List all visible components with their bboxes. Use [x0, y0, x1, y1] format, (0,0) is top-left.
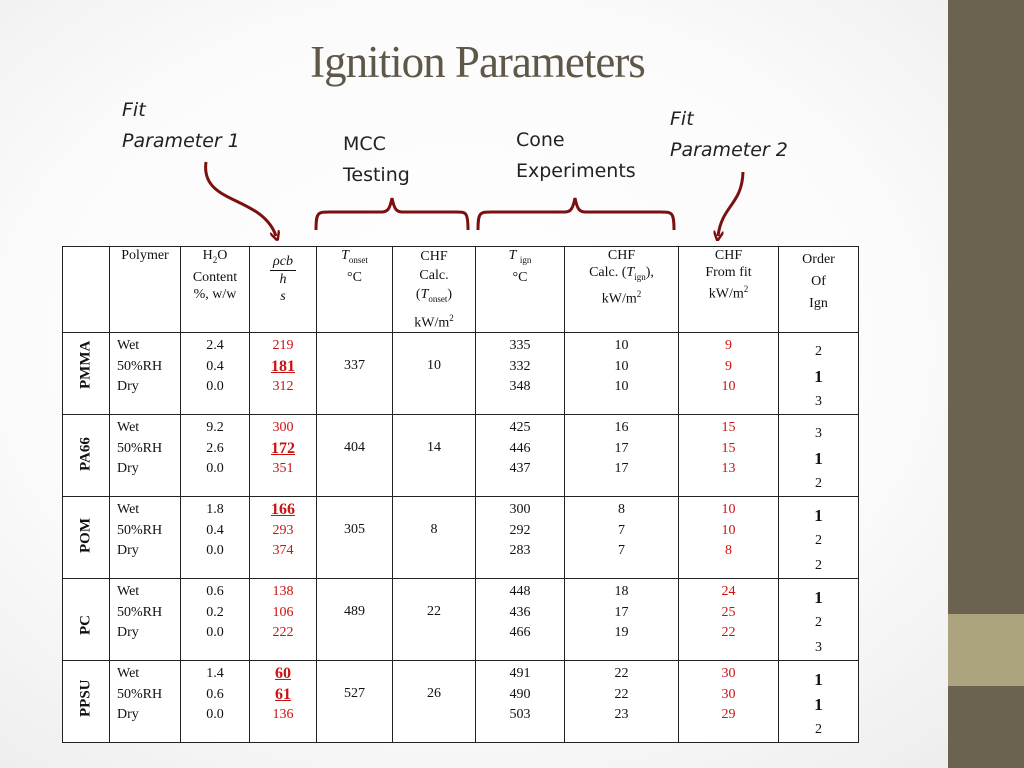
tign-cell — [476, 661, 565, 743]
conditions-cell-value: 50%RH — [117, 604, 163, 620]
conditions-cell — [110, 497, 181, 579]
h2o-cell-lines — [181, 333, 249, 398]
chf-ign-cell-value: 23 — [614, 707, 629, 723]
table-row — [63, 333, 859, 415]
chf1-paren-close: ) — [447, 287, 453, 302]
h2o-cell-value: 1.4 — [206, 666, 224, 682]
chf-fit-cell — [679, 661, 779, 743]
chf-fit-cell-value: 8 — [725, 543, 732, 559]
conditions-cell — [110, 415, 181, 497]
tign-cell-value: 335 — [509, 338, 531, 354]
chf-fit-cell-value: 30 — [721, 666, 736, 682]
tonset-sub: onset — [348, 254, 368, 265]
fit-param-cell-value: 61 — [275, 685, 291, 703]
chf-fit-cell-value: 10 — [721, 379, 736, 395]
fit-param-cell-value: 293 — [272, 522, 294, 538]
conditions-cell-value: 50%RH — [117, 686, 163, 702]
chf-ign-cell — [565, 661, 679, 743]
h2o-cell-value: 2.4 — [206, 338, 224, 354]
fit-param-cell-value: 136 — [272, 707, 294, 723]
header-tonset — [317, 247, 393, 333]
chf-ign-cell — [565, 579, 679, 661]
chf-ign-cell-value: 10 — [614, 379, 629, 395]
brace-mcc — [316, 198, 468, 230]
h2o-cell-value: 0.2 — [206, 604, 224, 620]
table-row — [63, 497, 859, 579]
h2o-unit: %, w/w — [193, 286, 237, 302]
header-tign — [476, 247, 565, 333]
tign-cell-value: 491 — [509, 666, 531, 682]
cone-line1: Cone — [516, 129, 565, 151]
order-cell-value: 1 — [814, 449, 823, 469]
conditions-cell-value: 50%RH — [117, 358, 163, 374]
chf3-line1: CHF — [714, 248, 743, 263]
chf1-line2: Calc. — [419, 268, 449, 283]
table-row — [63, 579, 859, 661]
tign-cell-value: 437 — [509, 461, 531, 477]
order-cell-lines — [779, 497, 858, 578]
fit-param-cell — [250, 579, 317, 661]
chf1-sup: 2 — [449, 312, 454, 323]
chf-fit-cell-value: 9 — [725, 338, 732, 354]
order-cell-value: 1 — [814, 506, 823, 526]
chf-fit-cell-value: 22 — [721, 625, 736, 641]
tonset-cell: 527 — [317, 661, 393, 743]
conditions-cell-value: Dry — [117, 379, 139, 395]
header-order — [779, 247, 859, 333]
fit-param-cell-value: 312 — [272, 379, 294, 395]
polymer-name-cell — [63, 579, 110, 661]
tign-cell-lines — [476, 415, 564, 480]
chf1-t: T — [420, 287, 429, 302]
chf1-line1: CHF — [420, 249, 448, 264]
mcc-line2: Testing — [343, 164, 410, 186]
h2o-o: O — [217, 248, 228, 263]
tign-cell-value: 283 — [509, 543, 531, 559]
tign-cell-value: 436 — [509, 604, 531, 620]
fit-param-cell-value: 60 — [275, 665, 291, 683]
chf-fit-cell-value: 9 — [725, 358, 732, 374]
fit-param-cell-value: 219 — [272, 338, 294, 354]
order-cell — [779, 661, 859, 743]
tign-cell — [476, 579, 565, 661]
order-cell-value: 3 — [815, 394, 822, 410]
chf-ign-cell-value: 10 — [614, 338, 629, 354]
chf-fit-cell-lines — [679, 415, 778, 480]
order-cell-value: 2 — [815, 344, 822, 360]
chf-ign-cell-value: 22 — [614, 686, 629, 702]
tign-cell — [476, 333, 565, 415]
chf3-sup: 2 — [743, 284, 749, 294]
tign-cell-lines — [476, 497, 564, 562]
fit-param-cell-lines — [250, 333, 316, 398]
chf-ign-cell-value: 7 — [618, 522, 625, 538]
fit-param-cell-value: 172 — [271, 439, 295, 457]
chf-ign-cell-lines — [565, 497, 678, 562]
order-cell — [779, 497, 859, 579]
fit-denominator: h — [279, 272, 287, 287]
tign-cell — [476, 497, 565, 579]
chf-fit-cell-value: 29 — [721, 707, 736, 723]
h2o-content: Content — [192, 269, 238, 285]
fit-param-cell-value: 138 — [272, 584, 294, 600]
chf-ign-cell-value: 17 — [614, 440, 629, 456]
tign-cell-value: 503 — [509, 707, 531, 723]
fit-param-cell-value: 222 — [272, 625, 294, 641]
chf-fit-cell — [679, 579, 779, 661]
order-cell-value: 1 — [814, 588, 823, 608]
tonset-cell: 404 — [317, 415, 393, 497]
slide-title: Ignition Parameters — [310, 37, 645, 87]
header-chf-onset — [393, 247, 476, 333]
h2o-cell — [181, 415, 250, 497]
chf-onset-cell: 22 — [393, 579, 476, 661]
chf-ign-cell-lines — [565, 661, 678, 726]
chf-fit-cell — [679, 415, 779, 497]
chf-ign-cell-value: 18 — [614, 584, 629, 600]
conditions-cell-value: Dry — [117, 543, 139, 559]
chf-fit-cell-value: 15 — [721, 420, 736, 436]
order-line2: Of — [811, 274, 826, 289]
conditions-cell — [110, 579, 181, 661]
conditions-cell-lines — [117, 415, 180, 480]
order-cell — [779, 333, 859, 415]
h2o-cell-value: 9.2 — [206, 420, 224, 436]
order-cell-value: 2 — [815, 558, 822, 574]
tign-cell-value: 466 — [509, 625, 531, 641]
fit-parameter-1-label — [122, 95, 240, 157]
chf-ign-cell-lines — [565, 579, 678, 644]
polymer-name: PMMA — [77, 341, 94, 390]
fit-param-cell-value: 181 — [271, 357, 295, 375]
fit-param-cell-value: 166 — [271, 501, 295, 519]
conditions-cell-value: Dry — [117, 707, 139, 723]
fit-param-cell-value: 351 — [272, 461, 294, 477]
order-cell-value: 3 — [815, 426, 822, 442]
tonset-cell: 337 — [317, 333, 393, 415]
chf2-calc: Calc. ( — [589, 265, 627, 280]
chf-fit-cell-lines — [679, 333, 778, 398]
fit-param-cell-value: 106 — [272, 604, 294, 620]
chf-onset-cell: 14 — [393, 415, 476, 497]
header-chf-fit — [679, 247, 779, 333]
fit-parameter-2-label — [670, 104, 788, 166]
fit-param-cell — [250, 497, 317, 579]
conditions-cell-value: Wet — [117, 584, 140, 600]
h2o-cell-value: 0.0 — [206, 543, 224, 559]
tign-cell-value: 446 — [509, 440, 531, 456]
tign-cell-value: 332 — [509, 358, 531, 374]
h2o-sub: 2 — [212, 254, 218, 265]
order-cell-value: 1 — [814, 695, 823, 715]
order-cell-lines — [779, 415, 858, 496]
conditions-cell-value: Wet — [117, 420, 140, 436]
h2o-cell-value: 1.8 — [206, 502, 224, 518]
tign-cell-value: 490 — [509, 686, 531, 702]
chf-fit-cell-value: 10 — [721, 522, 736, 538]
h2o-cell-lines — [181, 497, 249, 562]
chf-ign-cell-value: 16 — [614, 420, 629, 436]
conditions-cell-value: Wet — [117, 666, 140, 682]
chf-ign-cell-value: 17 — [614, 604, 629, 620]
conditions-cell-value: 50%RH — [117, 522, 163, 538]
conditions-cell — [110, 661, 181, 743]
polymer-name: POM — [77, 518, 94, 554]
conditions-cell-lines — [117, 661, 180, 726]
chf-fit-cell-value: 24 — [721, 584, 736, 600]
h2o-cell-value: 0.0 — [206, 707, 224, 723]
h2o-cell-lines — [181, 415, 249, 480]
conditions-cell-lines — [117, 333, 180, 398]
tign-cell-value: 292 — [509, 522, 531, 538]
mcc-testing-label — [343, 129, 410, 191]
fit-param-cell — [250, 333, 317, 415]
tign-cell — [476, 415, 565, 497]
header-polymer-text: Polymer — [121, 248, 169, 263]
conditions-cell — [110, 333, 181, 415]
chf-fit-cell-value: 25 — [721, 604, 736, 620]
chf2-sub: ign — [634, 271, 646, 282]
order-cell — [779, 415, 859, 497]
chf-onset-cell: 8 — [393, 497, 476, 579]
h2o-cell-value: 0.4 — [206, 358, 224, 374]
fit-param-cell-value: 300 — [272, 420, 294, 436]
chf-fit-cell-lines — [679, 579, 778, 644]
chf-fit-cell-lines — [679, 497, 778, 562]
chf-fit-cell-value: 15 — [721, 440, 736, 456]
conditions-cell-value: Dry — [117, 461, 139, 477]
fit1-line2: Parameter 1 — [122, 130, 240, 152]
h2o-cell-value: 2.6 — [206, 440, 224, 456]
tign-cell-value: 425 — [509, 420, 531, 436]
fit-param-cell-lines — [250, 497, 316, 562]
chf1-sub: onset — [428, 293, 448, 304]
chf-ign-cell-lines — [565, 415, 678, 480]
chf-ign-cell — [565, 415, 679, 497]
chf2-t: T — [626, 265, 635, 280]
mcc-line1: MCC — [343, 133, 386, 155]
header-h2o — [181, 247, 250, 333]
chf-ign-cell-value: 17 — [614, 461, 629, 477]
fit-unit: s — [280, 289, 286, 304]
order-cell-lines — [779, 333, 858, 414]
order-cell-lines — [779, 661, 858, 742]
fit2-line2: Parameter 2 — [670, 139, 788, 161]
fit-numerator: ρcb — [270, 253, 296, 271]
conditions-cell-lines — [117, 579, 180, 644]
h2o-cell-lines — [181, 579, 249, 644]
table-row — [63, 415, 859, 497]
h2o-cell-lines — [181, 661, 249, 726]
polymer-name: PPSU — [77, 679, 94, 718]
h2o-cell-value: 0.0 — [206, 625, 224, 641]
tonset-cell: 489 — [317, 579, 393, 661]
fit2-line1: Fit — [670, 108, 694, 130]
chf-ign-cell — [565, 497, 679, 579]
chf-fit-cell-value: 13 — [721, 461, 736, 477]
tign-cell-value: 300 — [509, 502, 531, 518]
order-cell-value: 1 — [814, 670, 823, 690]
polymer-name: PA66 — [77, 437, 94, 472]
table-row — [63, 661, 859, 743]
tign-unit: °C — [512, 269, 528, 285]
chf2-sup: 2 — [636, 288, 642, 299]
order-cell-lines — [779, 579, 858, 660]
tign-cell-value: 448 — [509, 584, 531, 600]
chf-ign-cell-value: 10 — [614, 358, 629, 374]
chf-ign-cell-value: 22 — [614, 666, 629, 682]
chf1-unit: kW/m — [414, 315, 450, 331]
header-row — [63, 247, 859, 333]
chf-ign-cell-lines — [565, 333, 678, 398]
fit1-line1: Fit — [122, 99, 146, 121]
header-polymer — [110, 247, 181, 333]
conditions-cell-lines — [117, 497, 180, 562]
chf-fit-cell — [679, 497, 779, 579]
polymer-name-cell — [63, 497, 110, 579]
h2o-h: H — [202, 248, 213, 263]
h2o-cell-value: 0.6 — [206, 686, 224, 702]
polymer-name-cell — [63, 415, 110, 497]
tign-cell-lines — [476, 579, 564, 644]
tign-sub: ign — [519, 254, 532, 265]
h2o-cell-value: 0.0 — [206, 461, 224, 477]
h2o-cell-value: 0.0 — [206, 379, 224, 395]
chf1-paren-open: ( — [415, 287, 421, 302]
tonset-cell: 305 — [317, 497, 393, 579]
fit-param-cell-lines — [250, 415, 316, 480]
order-cell-value: 2 — [815, 476, 822, 492]
header-chf-ign — [565, 247, 679, 333]
tign-cell-value: 348 — [509, 379, 531, 395]
polymer-name: PC — [77, 615, 94, 636]
chf2-unit: kW/m — [601, 291, 637, 307]
tign-cell-lines — [476, 333, 564, 398]
fit-param-cell — [250, 415, 317, 497]
chf-ign-cell-value: 7 — [618, 543, 625, 559]
chf2-line1: CHF — [607, 248, 636, 263]
h2o-cell-value: 0.6 — [206, 584, 224, 600]
h2o-cell — [181, 579, 250, 661]
fit-param-cell-lines — [250, 661, 316, 726]
chf3-line2: From fit — [705, 265, 752, 280]
brace-cone — [478, 198, 674, 230]
curved-arrow-fit2 — [718, 172, 743, 236]
sidebar-accent-block — [948, 614, 1024, 686]
chf2-close: ), — [645, 265, 654, 280]
chf3-unit: kW/m — [708, 286, 744, 302]
order-cell-value: 2 — [815, 533, 822, 549]
chf-ign-cell-value: 19 — [614, 625, 629, 641]
chf-ign-cell — [565, 333, 679, 415]
fit-param-cell — [250, 661, 317, 743]
chf-ign-cell-value: 8 — [618, 502, 625, 518]
conditions-cell-value: 50%RH — [117, 440, 163, 456]
chf-onset-cell: 10 — [393, 333, 476, 415]
fit-param-cell-lines — [250, 579, 316, 644]
fit-param-cell-value: 374 — [272, 543, 294, 559]
order-cell-value: 3 — [815, 640, 822, 656]
tign-t: T — [508, 248, 517, 263]
tonset-unit: °C — [347, 269, 362, 285]
cone-experiments-label — [516, 125, 636, 187]
chf-fit-cell — [679, 333, 779, 415]
polymer-name-cell — [63, 661, 110, 743]
corner-cell — [63, 247, 110, 333]
chf-fit-cell-value: 30 — [721, 686, 736, 702]
tign-cell-lines — [476, 661, 564, 726]
order-cell-value: 2 — [815, 722, 822, 738]
chf-onset-cell: 26 — [393, 661, 476, 743]
order-line1: Order — [802, 252, 835, 267]
h2o-cell — [181, 333, 250, 415]
h2o-cell — [181, 661, 250, 743]
order-cell — [779, 579, 859, 661]
conditions-cell-value: Wet — [117, 502, 140, 518]
h2o-cell-value: 0.4 — [206, 522, 224, 538]
order-line3: Ign — [809, 296, 828, 311]
conditions-cell-value: Wet — [117, 338, 140, 354]
ignition-parameters-table — [62, 246, 859, 743]
tonset-t: T — [341, 248, 349, 263]
cone-line2: Experiments — [516, 160, 636, 182]
order-cell-value: 2 — [815, 615, 822, 631]
order-cell-value: 1 — [814, 367, 823, 387]
header-fit-param — [250, 247, 317, 333]
polymer-name-cell — [63, 333, 110, 415]
conditions-cell-value: Dry — [117, 625, 139, 641]
curved-arrow-fit1 — [206, 162, 276, 236]
h2o-cell — [181, 497, 250, 579]
chf-fit-cell-lines — [679, 661, 778, 726]
chf-fit-cell-value: 10 — [721, 502, 736, 518]
